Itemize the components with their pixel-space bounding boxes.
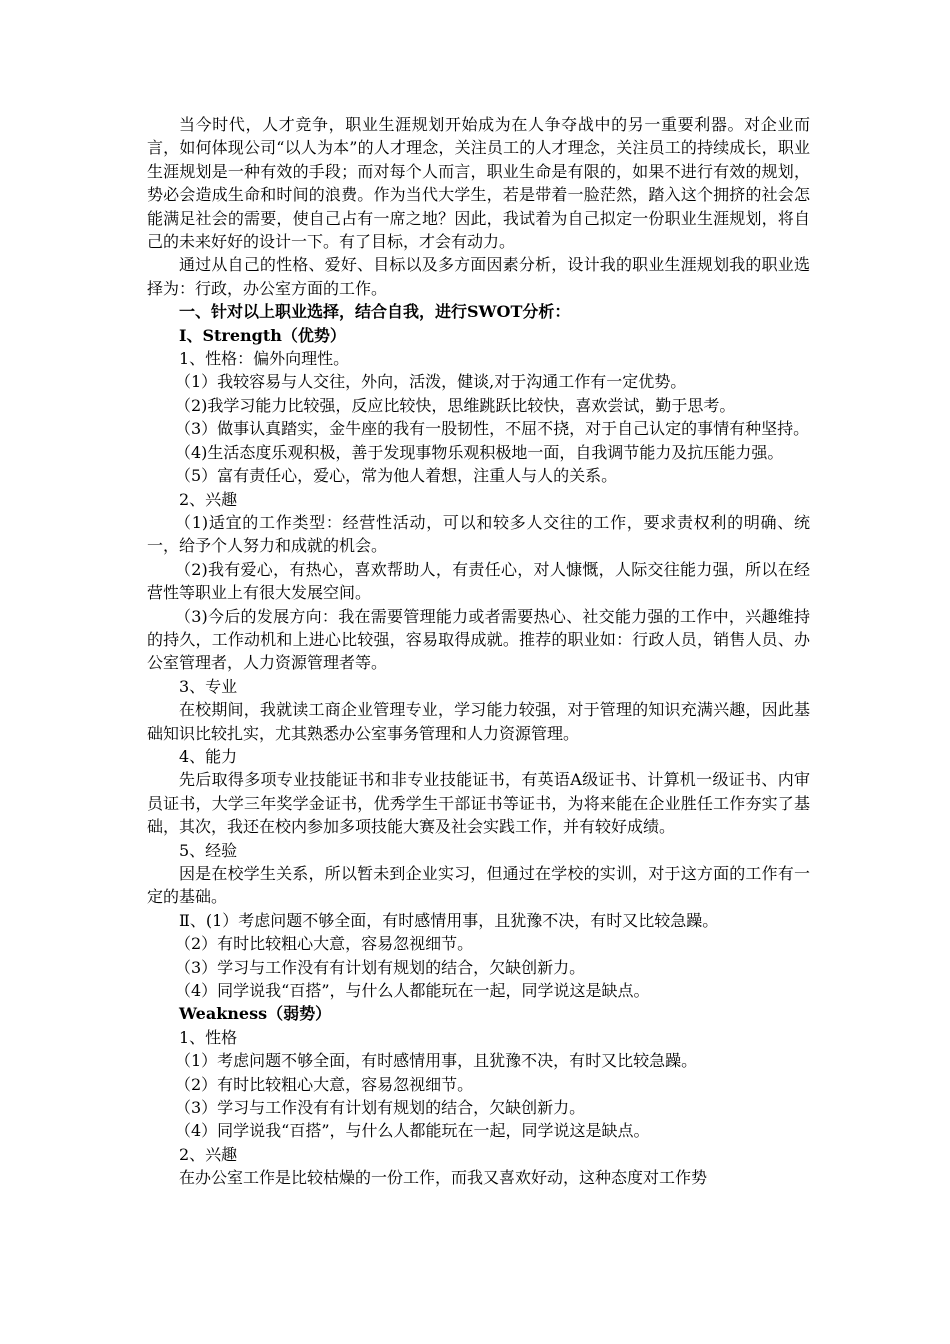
strength-ability-heading: 4、能力	[179, 746, 238, 766]
document-page	[147, 113, 810, 1190]
weakness-interest-text: 在办公室工作是比较枯燥的一份工作，而我又喜欢好动，这种态度对工作势	[179, 1168, 708, 1188]
intro-paragraph-1: 当今时代，人才竞争，职业生涯规划开始成为在人争夺战中的另一重要利器。对企业而言，如何体现公司“以人为本”的人才理念，关注员工的人才理念，关注员工的持续成长，职业生涯规划是一种有效的手段；而对每个人而言，职业生命是有限的，如果不进行有效的规划，势必会造成生命和时间的浪费。作为当代大学生，若是带着一脸茫然，踏入这个拥挤的社会怎能满足社会的需要，使自己占有一席之地？因此，我试着为自己拟定一份职业生涯规划，将自己的未来好好的设计一下。有了目标，才会有动力。	[147, 115, 810, 252]
strength-major-heading: 3、专业	[179, 676, 238, 696]
weakness-intro-item-1: Ⅱ、(1）考虑问题不够全面，有时感情用事，且犹豫不决，有时又比较急躁。	[179, 910, 719, 930]
strength-interest-item-1: （1)适宜的工作类型：经营性活动，可以和较多人交往的工作，要求责权利的明确、统一，给予个人努力和成就的机会。	[147, 512, 810, 556]
strength-major-text: 在校期间，我就读工商企业管理专业，学习能力较强，对于管理的知识充满兴趣，因此基础知识比较扎实，尤其熟悉办公室事务管理和人力资源管理。	[147, 700, 810, 743]
strength-personality-heading: 1、性格：偏外向理性。	[179, 349, 350, 369]
strength-interest-item-3: （3)今后的发展方向：我在需要管理能力或者需要热心、社交能力强的工作中，兴趣维持的持久，工作动机和上进心比较强，容易取得成就。推荐的职业如：行政人员，销售人员、办公室管理者，人力资源管理者等。	[147, 606, 810, 673]
weakness-intro-item-3: （3）学习与工作没有有计划有规划的结合，欠缺创新力。	[175, 957, 586, 977]
weakness-intro-item-4: （4）同学说我“百搭”，与什么人都能玩在一起，同学说这是缺点。	[175, 981, 650, 1001]
strength-experience-text: 因是在校学生关系，所以暂未到企业实习，但通过在学校的实训，对于这方面的工作有一定的基础。	[147, 864, 810, 907]
weakness-personality-item-4: （4）同学说我“百搭”，与什么人都能玩在一起，同学说这是缺点。	[175, 1121, 650, 1141]
strength-personality-item-3: （3）做事认真踏实，金牛座的我有一股韧性，不屈不挠，对于自己认定的事情有种坚持。	[175, 419, 810, 439]
strength-heading: Ⅰ、Strength（优势）	[179, 325, 346, 345]
section-heading-swot: 一、针对以上职业选择，结合自我，进行SWOT分析：	[179, 302, 571, 322]
weakness-personality-heading: 1、性格	[179, 1027, 238, 1047]
weakness-personality-item-1: （1）考虑问题不够全面，有时感情用事，且犹豫不决，有时又比较急躁。	[175, 1051, 698, 1071]
weakness-interest-heading: 2、兴趣	[179, 1144, 238, 1164]
strength-experience-heading: 5、经验	[179, 840, 238, 860]
strength-personality-item-1: （1）我较容易与人交往，外向，活泼，健谈,对于沟通工作有一定优势。	[175, 372, 687, 392]
weakness-heading: Weakness（弱势）	[179, 1004, 332, 1024]
strength-personality-item-5: （5）富有责任心，爱心，常为他人着想，注重人与人的关系。	[175, 466, 618, 486]
weakness-intro-item-2: （2）有时比较粗心大意，容易忽视细节。	[175, 934, 474, 954]
weakness-personality-item-3: （3）学习与工作没有有计划有规划的结合，欠缺创新力。	[175, 1098, 586, 1118]
intro-paragraph-2: 通过从自己的性格、爱好、目标以及多方面因素分析，设计我的职业生涯规划我的职业选择为：行政，办公室方面的工作。	[147, 255, 810, 298]
strength-interest-heading: 2、兴趣	[179, 489, 238, 509]
strength-personality-item-4: （4)生活态度乐观积极，善于发现事物乐观积极地一面，自我调节能力及抗压能力强。	[175, 442, 784, 462]
weakness-personality-item-2: （2）有时比较粗心大意，容易忽视细节。	[175, 1074, 474, 1094]
strength-interest-item-2: （2)我有爱心，有热心，喜欢帮助人，有责任心，对人慷慨，人际交往能力强，所以在经营性等职业上有很大发展空间。	[147, 559, 810, 603]
strength-personality-item-2: （2)我学习能力比较强，反应比较快，思维跳跃比较快，喜欢尝试，勤于思考。	[175, 395, 736, 415]
strength-ability-text: 先后取得多项专业技能证书和非专业技能证书，有英语A级证书、计算机一级证书、内审员证书，大学三年奖学金证书，优秀学生干部证书等证书，为将来能在企业胜任工作夯实了基础，其次，我还在校内参加多项技能大赛及社会实践工作，并有较好成绩。	[147, 770, 810, 837]
